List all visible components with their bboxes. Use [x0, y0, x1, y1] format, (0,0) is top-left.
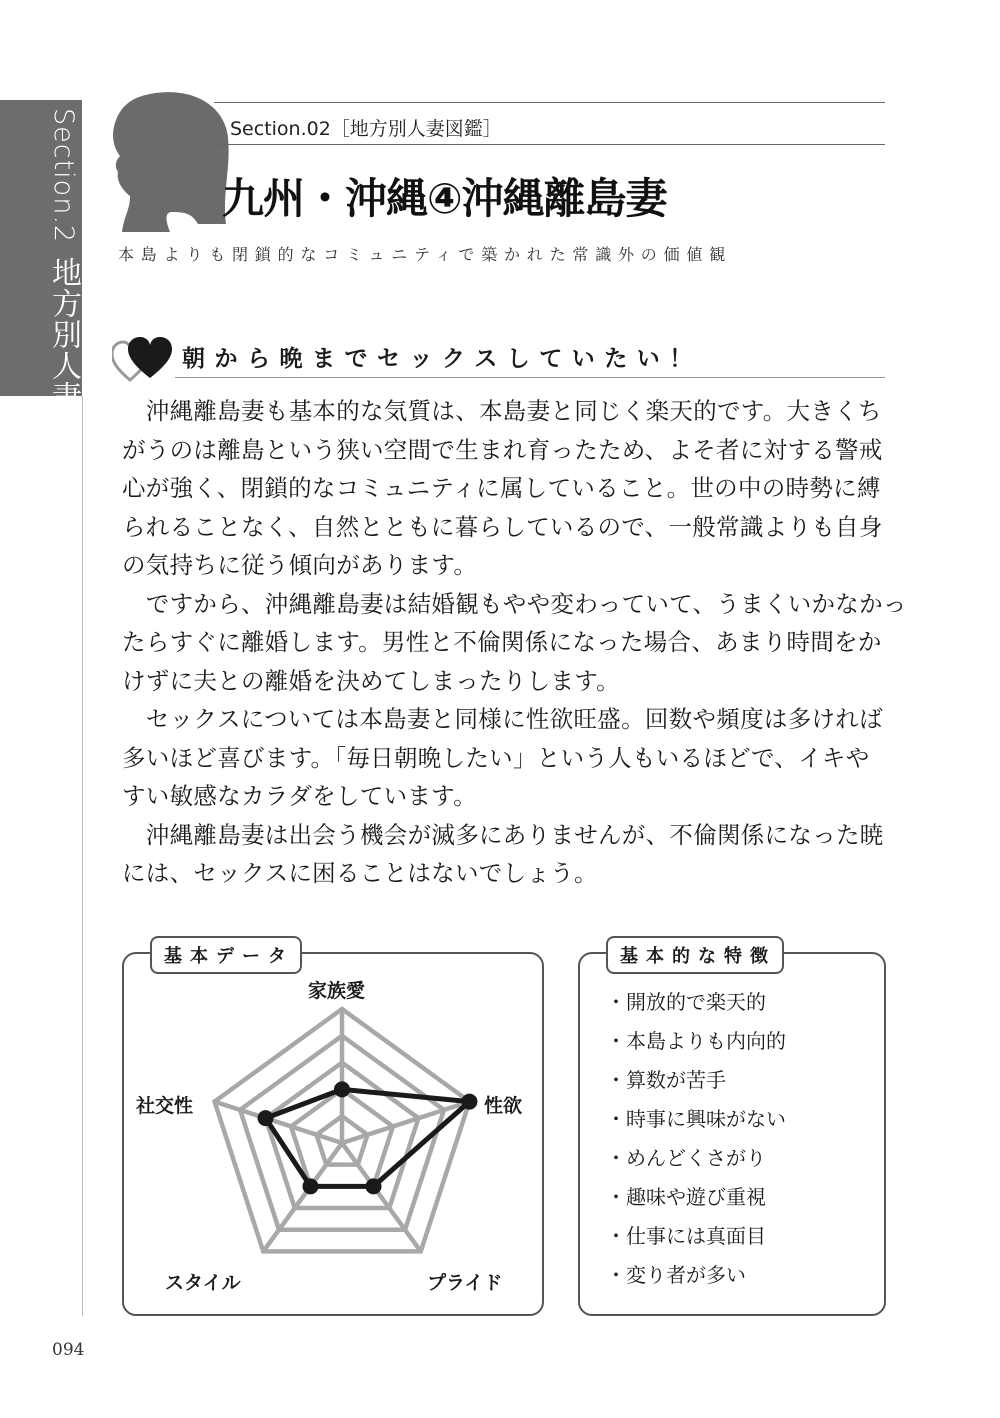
- feature-item: ・時事に興味がない: [606, 1107, 786, 1131]
- feature-item: ・趣味や遊び重視: [606, 1185, 766, 1209]
- page-subtitle: 本島よりも閉鎖的なコミュニティで築かれた常識外の価値観: [118, 245, 733, 264]
- body-line: には、セックスに困ることはないでしょう。: [122, 859, 598, 887]
- header-mid-rule: [214, 144, 885, 145]
- margin-line: [82, 396, 83, 1316]
- heading-rule: [175, 377, 885, 378]
- side-tab-section: Section.2: [48, 108, 79, 244]
- page-number: 094: [52, 1340, 85, 1360]
- body-line: けずに夫との離婚を決めてしまったりします。: [122, 666, 620, 695]
- feature-item: ・めんどくさがり: [606, 1146, 766, 1170]
- body-line: 沖縄離島妻は出会う機会が滅多にありませんが、不倫関係になった暁: [122, 820, 884, 849]
- body-line: 心が強く、閉鎖的なコミュニティに属していること。世の中の時勢に縛: [122, 474, 881, 502]
- body-line: セックスについては本島妻と同様に性欲旺盛。回数や頻度は多ければ: [122, 705, 883, 733]
- body-line: の気持ちに従う傾向があります。: [122, 551, 478, 579]
- body-line: 多いほど喜びます。「毎日朝晩したい」という人もいるほどで、イキや: [122, 743, 870, 772]
- page-title: 九州・沖縄④沖縄離島妻: [222, 174, 667, 223]
- body-line: ですから、沖縄離島妻は結婚観もやや変わっていて、うまくいかなかっ: [122, 589, 907, 618]
- radar-label-style: スタイル: [165, 1272, 241, 1294]
- side-tab-category: 地方別人妻図鑑: [46, 257, 81, 475]
- radar-point-0: [334, 1081, 350, 1097]
- radar-label-pride: プライド: [427, 1272, 503, 1294]
- feature-item: ・本島よりも内向的: [606, 1029, 786, 1053]
- body-line: られることなく、自然とともに暮らしているので、一般常識よりも自身: [122, 512, 883, 541]
- body-line: がうのは離島という狭い空間で生まれ育ったため、よそ者に対する警戒: [122, 435, 883, 464]
- feature-item: ・開放的で楽天的: [606, 990, 766, 1014]
- body-line: すい敏感なカラダをしています。: [122, 782, 477, 810]
- radar-label-libido: 性欲: [484, 1095, 523, 1117]
- radar-point-3: [302, 1178, 318, 1194]
- header-top-rule: [214, 102, 885, 103]
- radar-point-2: [366, 1178, 382, 1194]
- radar-point-1: [461, 1094, 477, 1110]
- body-line: たらすぐに離婚します。男性と不倫関係になった場合、あまり時間をか: [122, 628, 882, 656]
- body-text: [122, 392, 907, 893]
- radar-label-social: 社交性: [136, 1095, 194, 1117]
- feature-item: ・算数が苦手: [606, 1068, 726, 1092]
- features-tag: 基本的な特徴: [606, 936, 784, 974]
- feature-item: ・変り者が多い: [606, 1263, 746, 1287]
- radar-label-family: 家族愛: [308, 980, 366, 1002]
- hearts-icon: [112, 336, 172, 384]
- side-tab-text: [41, 108, 85, 474]
- body-line: 沖縄離島妻も基本的な気質は、本島妻と同じく楽天的です。大きくち: [122, 397, 882, 425]
- radar-chart: [124, 954, 538, 1310]
- section-label: Section.02［地方別人妻図鑑］: [230, 118, 502, 140]
- radar-point-4: [258, 1110, 274, 1126]
- basic-data-tag: 基本データ: [150, 936, 302, 974]
- section-heading: 朝から晩までセックスしていたい！: [182, 346, 702, 372]
- feature-item: ・仕事には真面目: [606, 1224, 766, 1248]
